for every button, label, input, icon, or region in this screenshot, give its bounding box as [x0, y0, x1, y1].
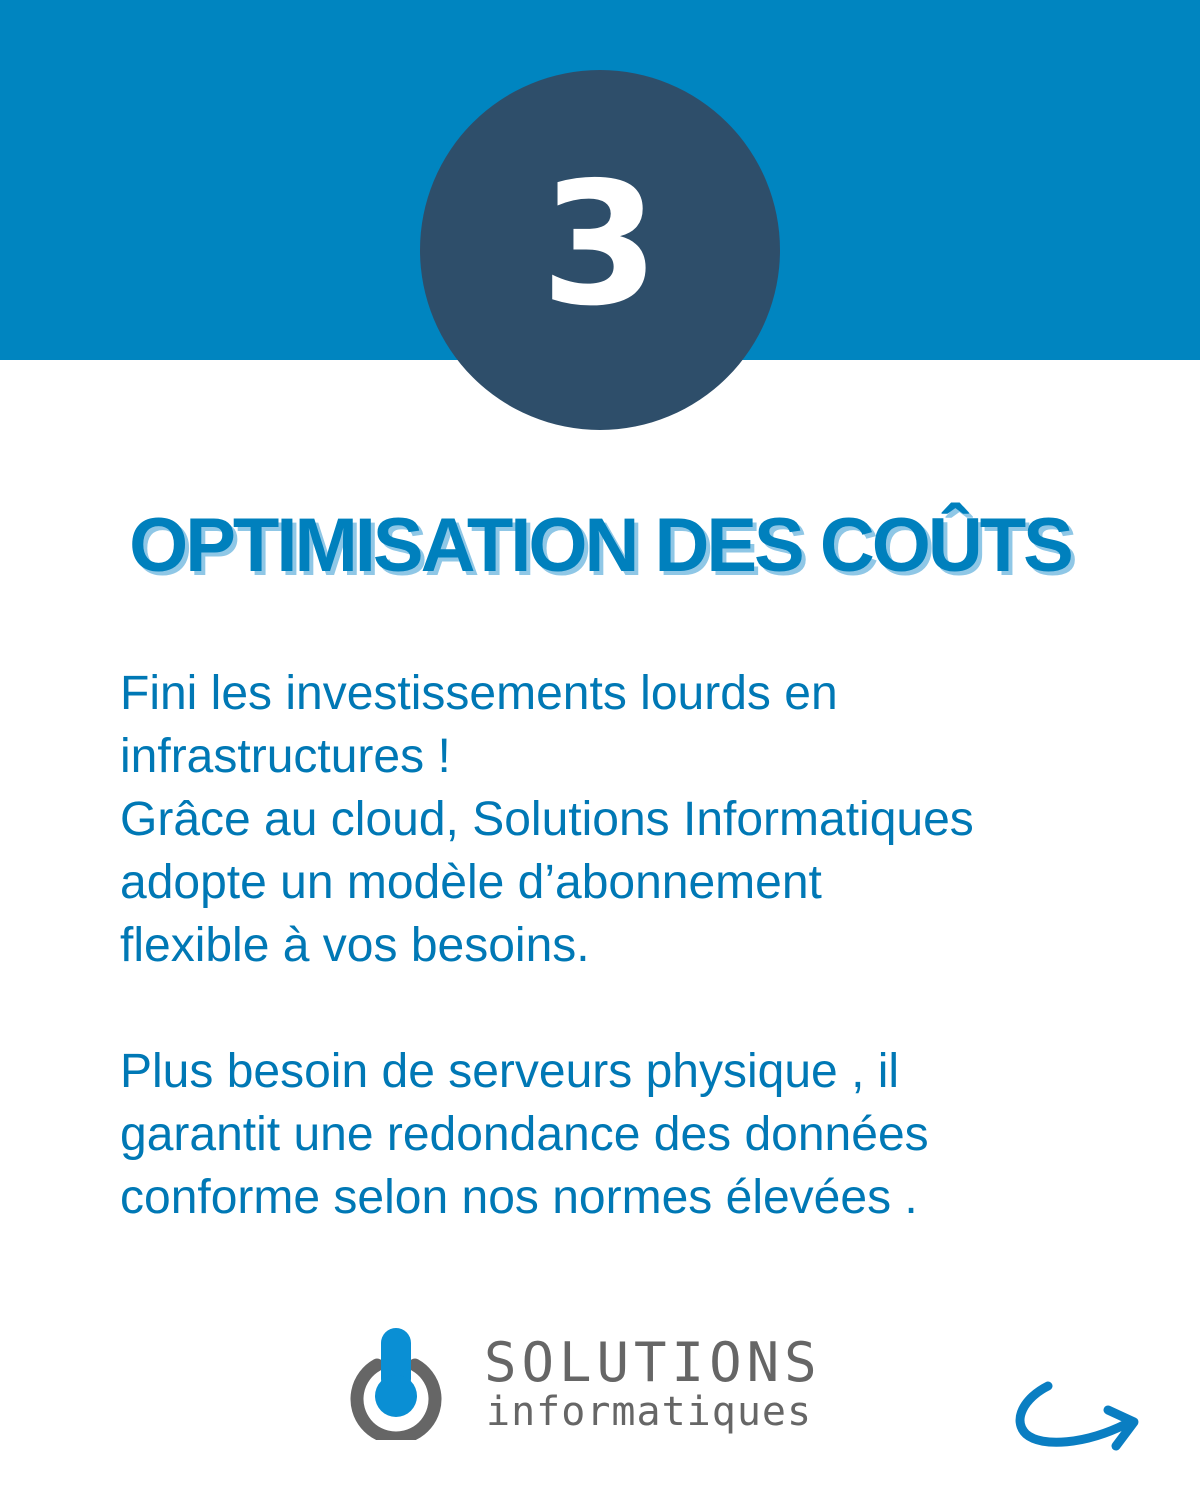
paragraph-1	[120, 662, 1080, 977]
paragraph-2-line: conforme selon nos normes élevées .	[120, 1171, 918, 1224]
company-logo	[346, 1322, 856, 1440]
paragraph-1-line: Grâce au cloud, Solutions Informatiques	[120, 793, 974, 846]
slide-title: OPTIMISATION DES COÛTS	[129, 503, 1071, 588]
paragraph-2-line: Plus besoin de serveurs physique , il	[120, 1045, 900, 1098]
logo-wordmark-line2: informatiques	[486, 1389, 813, 1435]
paragraph-1-line: adopte un modèle d’abonnement	[120, 856, 822, 909]
paragraph-1-line: infrastructures !	[120, 730, 451, 783]
step-number: 3	[540, 146, 660, 344]
paragraph-1-line: flexible à vos besoins.	[120, 919, 590, 972]
step-number-badge	[420, 70, 780, 430]
paragraph-1-line: Fini les investissements lourds en	[120, 667, 838, 720]
logo-wordmark-line1: SOLUTIONS	[484, 1331, 822, 1394]
paragraph-2-line: garantit une redondance des données	[120, 1108, 929, 1161]
power-button-icon	[346, 1322, 446, 1440]
paragraph-2	[120, 1040, 1080, 1229]
slide-body	[120, 662, 1080, 1229]
curved-arrow-right-icon[interactable]	[1010, 1380, 1145, 1475]
